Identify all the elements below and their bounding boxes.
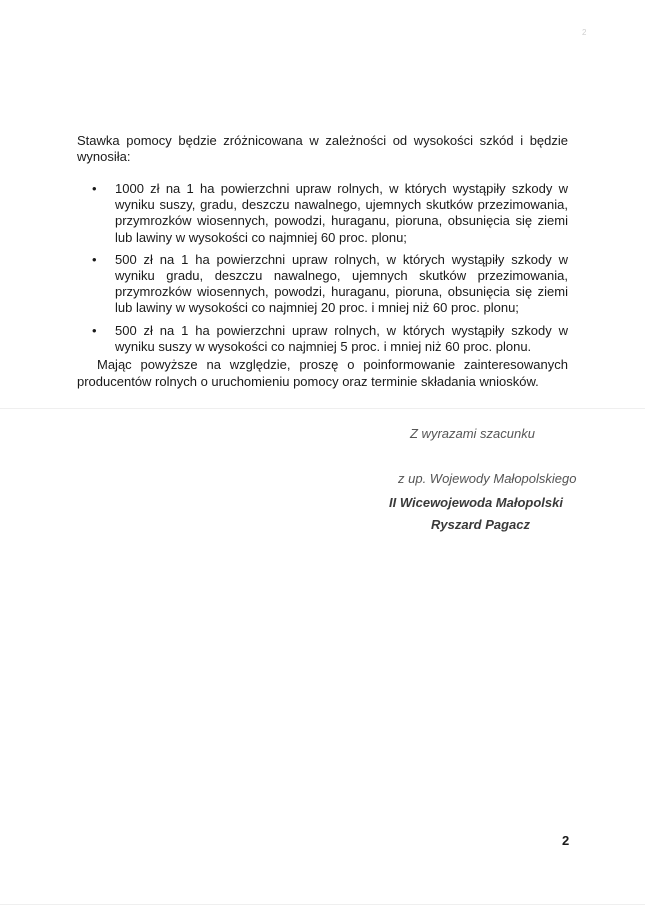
signature-greeting: Z wyrazami szacunku (410, 426, 535, 441)
list-item (77, 181, 568, 246)
list-item-text: 500 zł na 1 ha powierzchni upraw rolnych, w których wystąpiły szkody w wyniku gradu, deszczu nawalnego, ujemnych skutków przezimowania, przymrozków wiosennych, powodzi, huraganu, pioruna, obsunięcia się ziemi lub lawiny w wysokości co najmniej 20 proc. i mniej niż 60 proc. plonu; (115, 251, 568, 316)
signature-title: II Wicewojewoda Małopolski (389, 495, 563, 510)
closing-paragraph: Mając powyższe na względzie, proszę o poinformowanie zainteresowanych producentów rolnych o uruchomieniu pomocy oraz terminie składania wniosków. (77, 357, 568, 389)
list-item-text: 1000 zł na 1 ha powierzchni upraw rolnych, w których wystąpiły szkody w wyniku suszy, gradu, deszczu nawalnego, ujemnych skutków przezimowania, przymrozków wiosennych, powodzi, huraganu, pioruna, obsunięcia się ziemi lub lawiny w wysokości co najmniej 60 proc. plonu; (115, 181, 568, 245)
bullet-icon: • (92, 322, 97, 338)
corner-mark: 2 (582, 28, 587, 37)
signature-on-behalf: z up. Wojewody Małopolskiego (398, 471, 577, 486)
list-item (77, 252, 568, 317)
scan-artifact-line (0, 408, 645, 409)
list-item (77, 323, 568, 355)
scan-artifact-line (0, 904, 645, 905)
intro-paragraph: Stawka pomocy będzie zróżnicowana w zależności od wysokości szkód i będzie wynosiła: (77, 133, 568, 164)
list-item-text: 500 zł na 1 ha powierzchni upraw rolnych, w których wystąpiły szkody w wyniku suszy w wysokości co najmniej 5 proc. i mniej niż 60 proc. plonu. (115, 322, 568, 354)
aid-rate-list (77, 181, 568, 361)
bullet-icon: • (92, 181, 97, 196)
bullet-icon: • (92, 251, 97, 267)
signature-name: Ryszard Pagacz (431, 517, 530, 532)
page-number: 2 (562, 833, 570, 848)
